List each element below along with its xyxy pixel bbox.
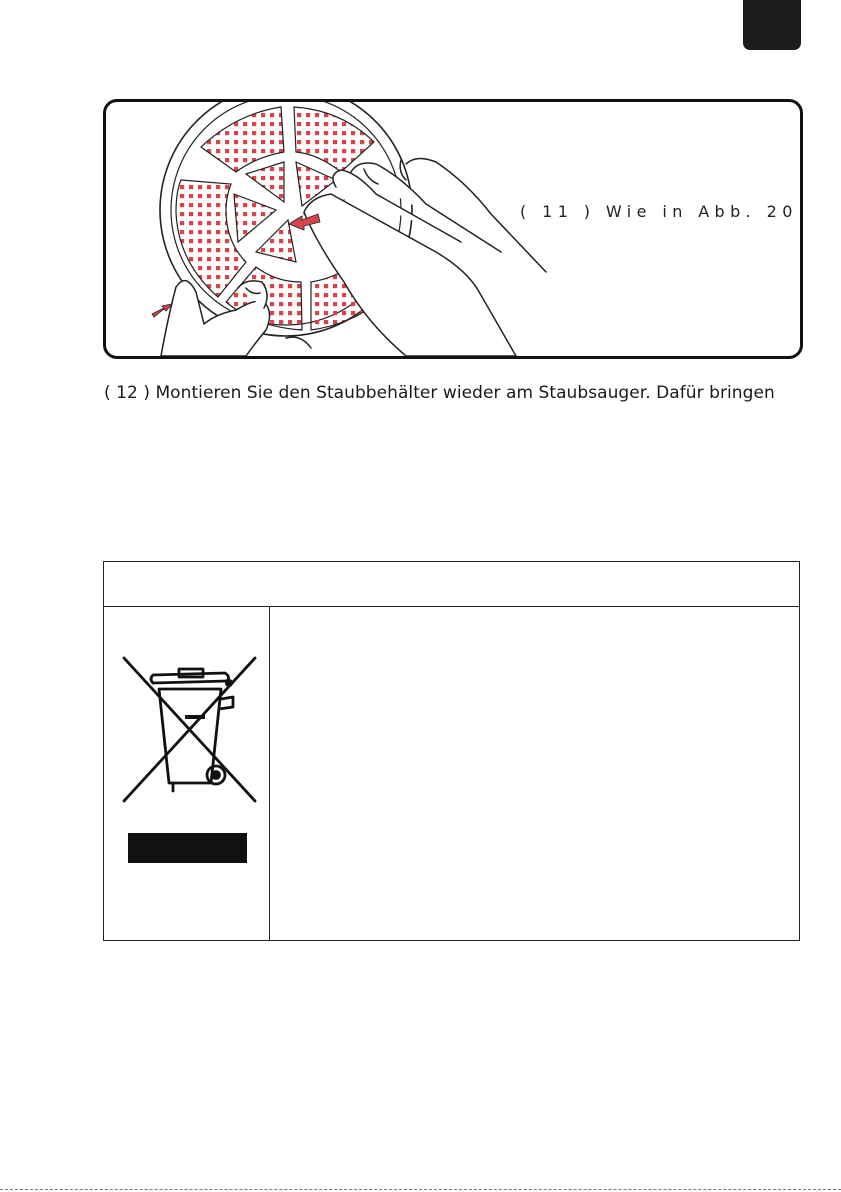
disposal-text-cell	[270, 607, 799, 940]
crossed-out-wheelie-bin-icon	[121, 655, 261, 805]
disposal-icon-cell	[104, 607, 270, 940]
disposal-table	[103, 561, 800, 941]
step-12-text: ( 12 ) Montieren Sie den Staubbehälter wieder am Staubsauger. Dafür bringen	[104, 383, 775, 403]
figure-panel	[103, 99, 803, 359]
filter-illustration	[106, 102, 800, 356]
language-tab	[743, 0, 801, 50]
disposal-table-header	[104, 562, 799, 607]
figure-caption: ( 11 ) Wie in Abb. 20	[520, 202, 798, 221]
page-bottom-rule	[0, 1189, 841, 1190]
weee-black-bar	[128, 833, 247, 863]
